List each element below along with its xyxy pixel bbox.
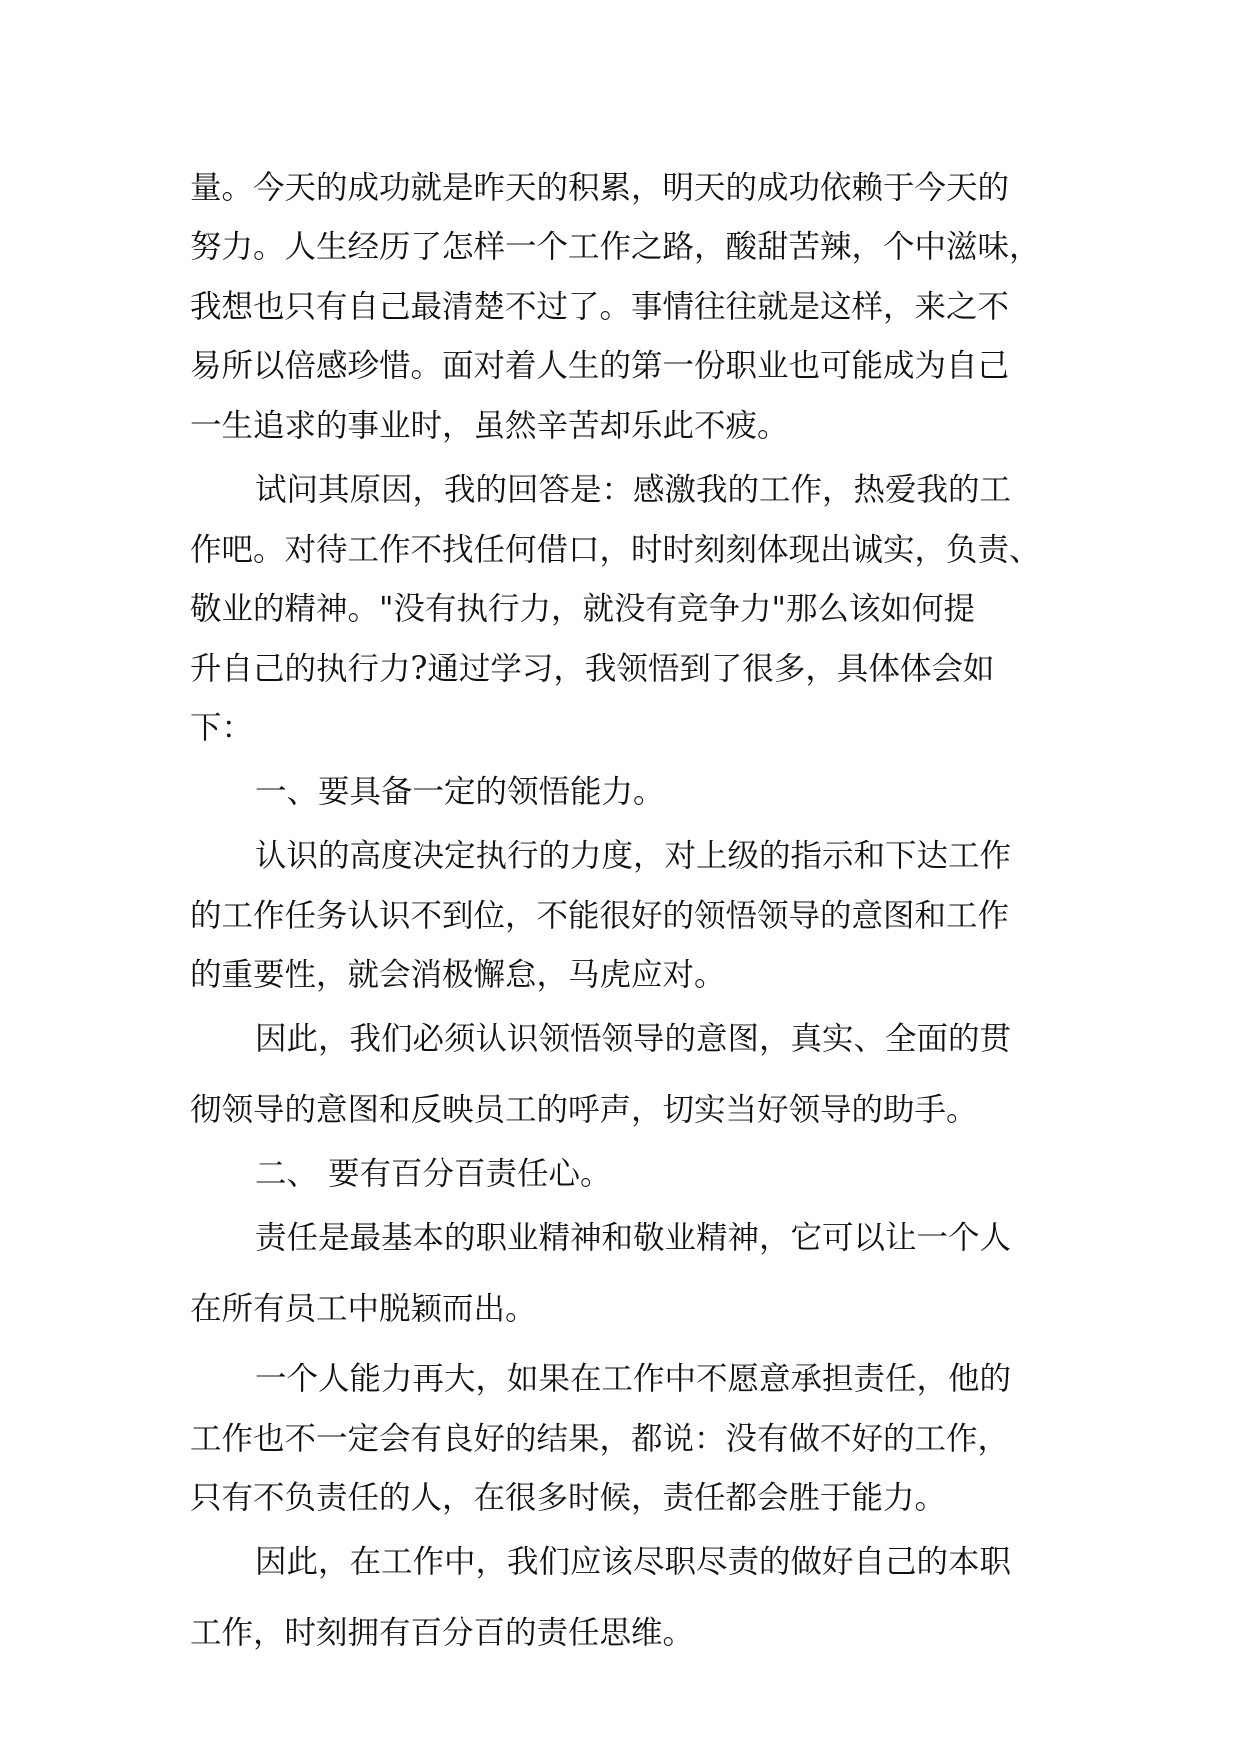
text-line: 彻领导的意图和反映员工的呼声，切实当好领导的助手。 bbox=[190, 1092, 978, 1128]
text-line: 因此，在工作中，我们应该尽职尽责的做好自己的本职 bbox=[255, 1544, 1012, 1580]
text-line: 只有不负责任的人，在很多时候，责任都会胜于能力。 bbox=[190, 1480, 947, 1516]
text-line: 在所有员工中脱颖而出。 bbox=[190, 1291, 537, 1327]
text-line: 一个人能力再大，如果在工作中不愿意承担责任，他的 bbox=[255, 1361, 1012, 1397]
section-heading: 一、要具备一定的领悟能力。 bbox=[255, 774, 665, 810]
text-line: 责任是最基本的职业精神和敬业精神，它可以让一个人 bbox=[255, 1220, 1012, 1256]
section-heading: 二、 要有百分百责任心。 bbox=[255, 1156, 612, 1192]
text-line: 的重要性，就会消极懈怠，马虎应对。 bbox=[190, 957, 726, 993]
text-line: 我想也只有自己最清楚不过了。事情往往就是这样，来之不 bbox=[190, 289, 1010, 325]
text-line: 工作，时刻拥有百分百的责任思维。 bbox=[190, 1615, 695, 1651]
text-line: 工作也不一定会有良好的结果，都说：没有做不好的工作， bbox=[190, 1421, 1010, 1457]
text-line: 因此，我们必须认识领悟领导的意图，真实、全面的贯 bbox=[255, 1021, 1012, 1057]
text-line: 敬业的精神。"没有执行力，就没有竞争力"那么该如何提 bbox=[190, 591, 975, 627]
text-line: 努力。人生经历了怎样一个工作之路，酸甜苦辣，个中滋味， bbox=[190, 229, 1041, 265]
text-line: 升自己的执行力?通过学习，我领悟到了很多，具体体会如 bbox=[190, 651, 995, 687]
text-line: 易所以倍感珍惜。面对着人生的第一份职业也可能成为自己 bbox=[190, 348, 1010, 384]
text-line: 量。今天的成功就是昨天的积累，明天的成功依赖于今天的 bbox=[190, 170, 1010, 206]
text-line: 认识的高度决定执行的力度，对上级的指示和下达工作 bbox=[255, 838, 1012, 874]
text-line: 试问其原因，我的回答是：感激我的工作，热爱我的工 bbox=[255, 472, 1012, 508]
text-line: 作吧。对待工作不找任何借口，时时刻刻体现出诚实，负责、 bbox=[190, 532, 1041, 568]
text-line: 下： bbox=[190, 710, 254, 746]
text-line: 的工作任务认识不到位，不能很好的领悟领导的意图和工作 bbox=[190, 898, 1010, 934]
text-line: 一生追求的事业时，虽然辛苦却乐此不疲。 bbox=[190, 408, 789, 444]
